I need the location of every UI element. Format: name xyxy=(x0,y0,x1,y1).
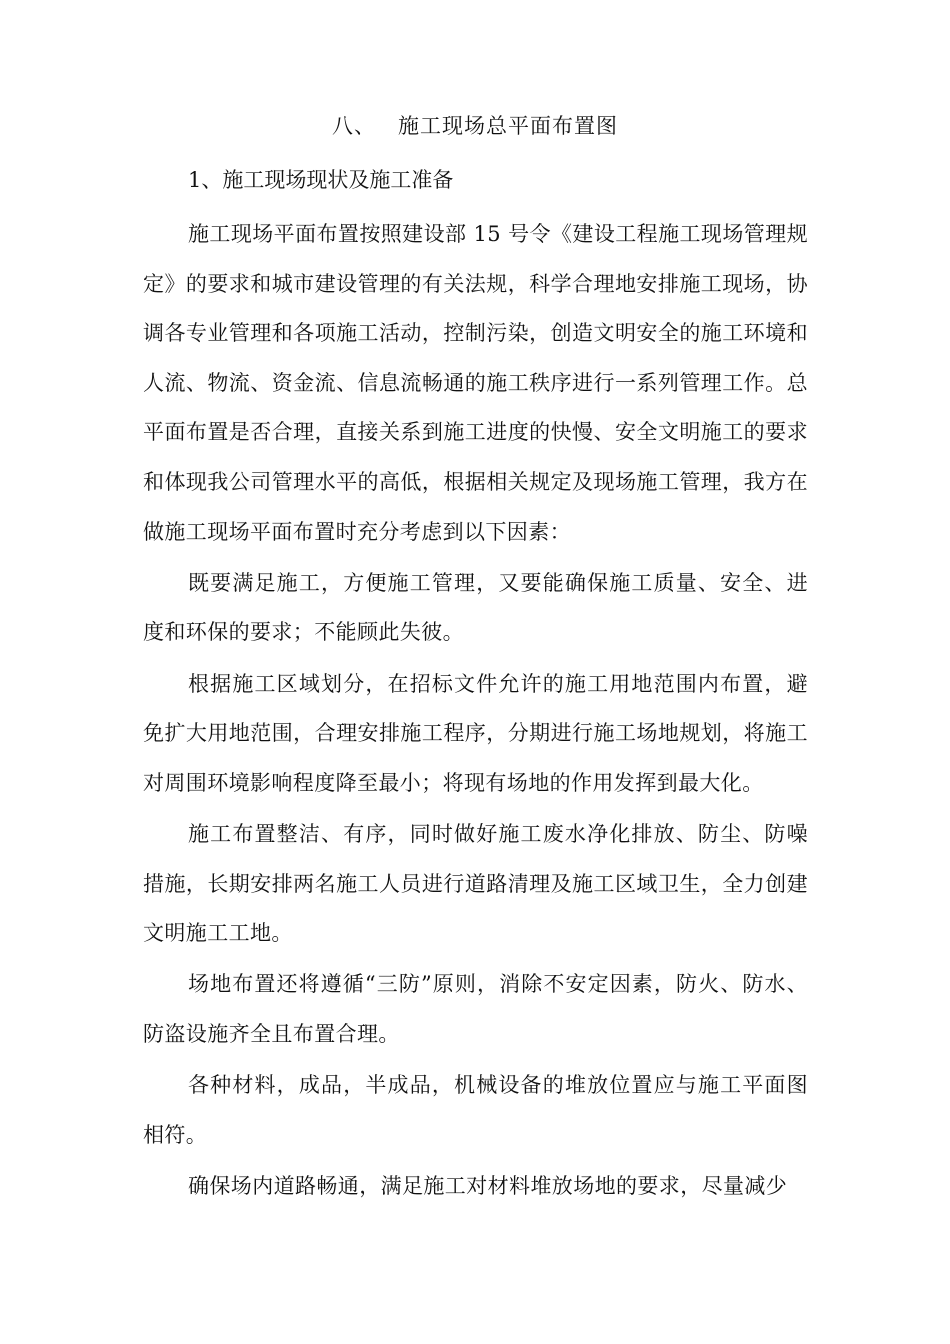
document-body xyxy=(143,210,808,1213)
paragraph: 施工现场平面布置按照建设部 15 号令《建设工程施工现场管理规定》的要求和城市建设管理的有关法规，科学合理地安排施工现场，协调各专业管理和各项施工活动，控制污染，创造文明安全的施工环境和人流、物流、资金流、信息流畅通的施工秩序进行一系列管理工作。总平面布置是否合理，直接关系到施工进度的快慢、安全文明施工的要求和体现我公司管理水平的高低，根据相关规定及现场施工管理，我方在做施工现场平面布置时充分考虑到以下因素： xyxy=(143,222,808,544)
section-number: 八、 xyxy=(332,114,376,138)
subsection-heading: 1、施工现场现状及施工准备 xyxy=(188,168,454,192)
paragraph: 各种材料，成品，半成品，机械设备的堆放位置应与施工平面图相符。 xyxy=(143,1073,808,1147)
paragraph: 场地布置还将遵循“三防”原则，消除不安定因素，防火、防水、防盗设施齐全且布置合理。 xyxy=(143,972,808,1046)
section-heading xyxy=(0,110,950,142)
paragraph: 确保场内道路畅通，满足施工对材料堆放场地的要求，尽量减少 xyxy=(188,1173,788,1198)
paragraph: 既要满足施工，方便施工管理，又要能确保施工质量、安全、进度和环保的要求；不能顾此失彼。 xyxy=(143,570,808,645)
section-title: 施工现场总平面布置图 xyxy=(398,114,618,138)
paragraph: 根据施工区域划分，在招标文件允许的施工用地范围内布置，避免扩大用地范围，合理安排施工程序，分期进行施工场地规划，将施工对周围环境影响程度降至最小；将现有场地的作用发挥到最大化。 xyxy=(143,671,808,795)
paragraph: 施工布置整洁、有序，同时做好施工废水净化排放、防尘、防噪措施，长期安排两名施工人员进行道路清理及施工区域卫生，全力创建文明施工工地。 xyxy=(143,821,808,946)
